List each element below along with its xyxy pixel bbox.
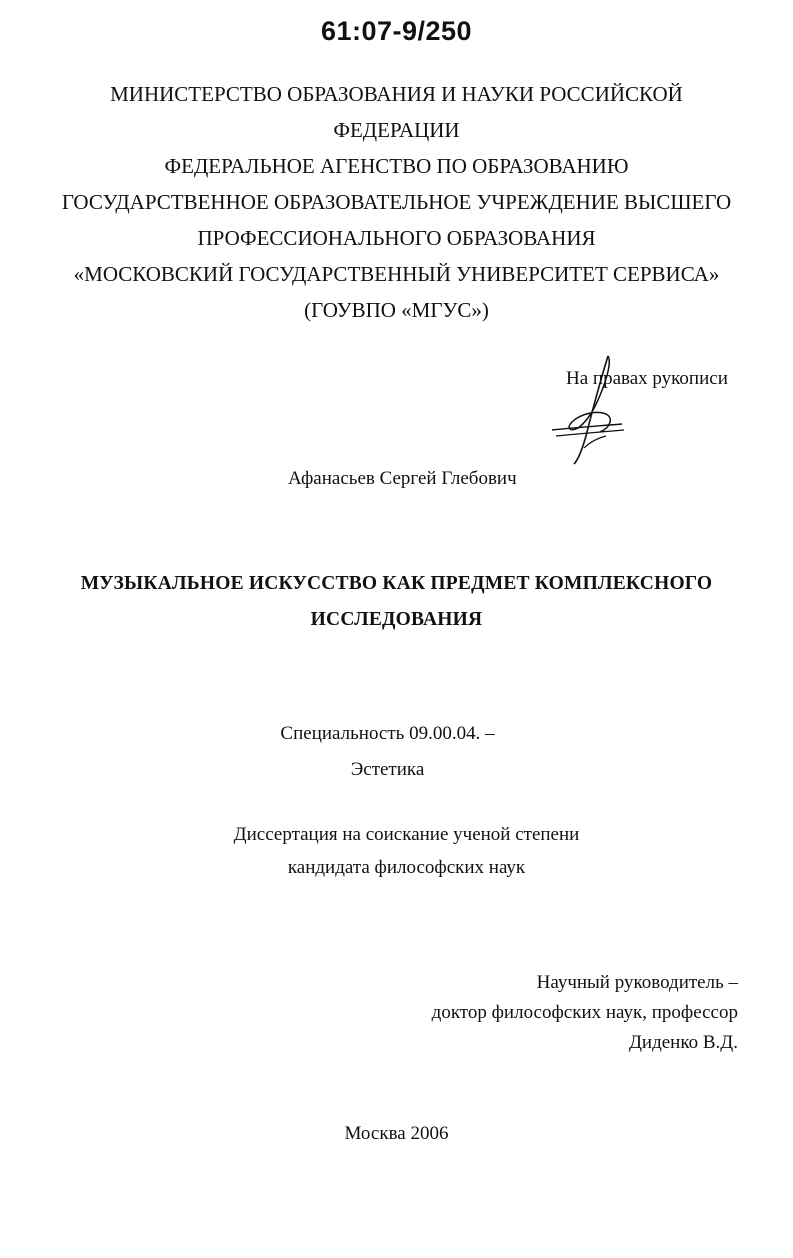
organization-header [0,76,793,328]
dissertation-title [0,566,793,638]
author-name: Афанасьев Сергей Глебович [288,468,517,489]
handwritten-signature-icon [548,352,628,470]
org-line-5: ПРОФЕССИОНАЛЬНОГО ОБРАЗОВАНИЯ [197,226,596,250]
specialty-block [0,716,793,788]
org-line-1: МИНИСТЕРСТВО ОБРАЗОВАНИЯ И НАУКИ РОССИЙСКОЙ [110,82,683,106]
degree-block [0,818,793,884]
advisor-role: Научный руководитель – [536,972,738,993]
specialty-name: Эстетика [350,759,425,780]
advisor-name: Диденко В.Д. [628,1032,738,1053]
city-year: Москва 2006 [344,1123,449,1144]
advisor-block [432,968,738,1058]
advisor-degree: доктор философских наук, профессор [431,1002,738,1023]
org-line-3: ФЕДЕРАЛЬНОЕ АГЕНСТВО ПО ОБРАЗОВАНИЮ [164,154,629,178]
title-line-1: МУЗЫКАЛЬНОЕ ИСКУССТВО КАК ПРЕДМЕТ КОМПЛЕКСНОГО [80,573,713,594]
org-line-6: «МОСКОВСКИЙ ГОСУДАРСТВЕННЫЙ УНИВЕРСИТЕТ СЕРВИСА» [73,262,720,286]
degree-line-2: кандидата философских наук [287,857,526,878]
org-line-2: ФЕДЕРАЦИИ [333,118,460,142]
org-line-4: ГОСУДАРСТВЕННОЕ ОБРАЗОВАТЕЛЬНОЕ УЧРЕЖДЕНИЕ ВЫСШЕГО [61,190,732,214]
specialty-code: Специальность 09.00.04. – [280,723,495,744]
registry-number: 61:07-9/250 [320,16,473,46]
manuscript-rights-note: На правах рукописи [566,368,728,389]
title-line-2: ИССЛЕДОВАНИЯ [310,609,483,630]
org-line-7: (ГОУВПО «МГУС») [304,298,489,322]
degree-line-1: Диссертация на соискание ученой степени [233,824,580,845]
